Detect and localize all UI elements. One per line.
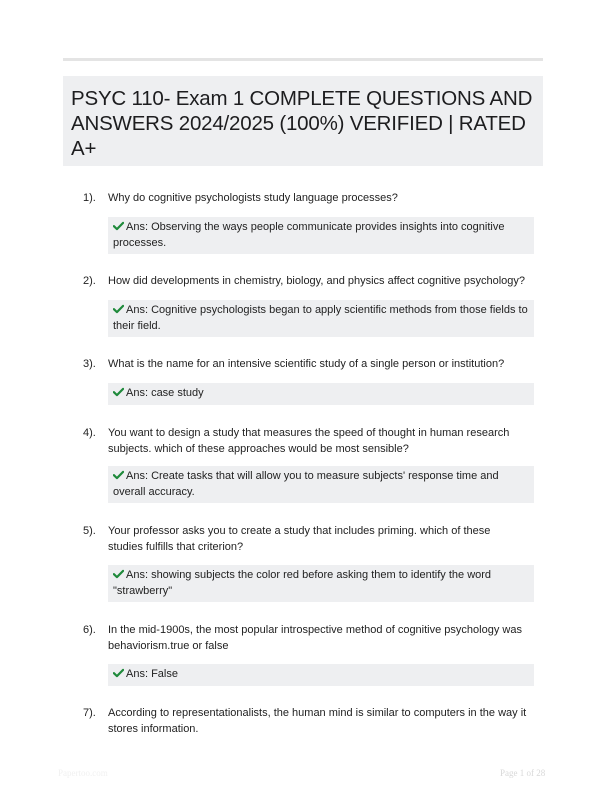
answer-box [108,565,534,602]
footer-watermark: Papertoo.com [58,768,108,778]
question-number: 4). [83,427,96,439]
question-number: 2). [83,275,96,287]
check-icon [113,569,124,579]
question-text: Why do cognitive psychologists study language processes? [108,192,398,204]
answer-box [108,664,534,686]
answer-box [108,383,534,405]
question-text: According to representationalists, the human mind is similar to computers in the way it stores information. [108,707,527,735]
question-number: 6). [83,624,96,636]
check-icon [113,304,124,314]
question-text: How did developments in chemistry, biology, and physics affect cognitive psychology? [108,275,525,287]
top-divider [63,58,543,61]
answer-text: Ans: Create tasks that will allow you to measure subjects' response time and overall accuracy. [113,470,499,498]
answer-text: Ans: showing subjects the color red before asking them to identify the word "strawberry" [113,569,492,597]
document-title: PSYC 110- Exam 1 COMPLETE QUESTIONS AND ANSWERS 2024/2025 (100%) VERIFIED | RATED A+ [71,87,533,160]
answer-box [108,466,534,503]
question-text: You want to design a study that measures the speed of thought in human research subjects. which of these approaches would be most sensible? [108,427,510,455]
check-icon [113,387,124,397]
page-number: Page 1 of 28 [500,768,546,778]
answer-text: Ans: Cognitive psychologists began to apply scientific methods from those fields to their field. [113,304,528,332]
question-number: 1). [83,192,96,204]
question-text: Your professor asks you to create a study that includes priming. which of these studies fulfills that criterion? [108,525,491,553]
question-number: 3). [83,358,96,370]
question-text: What is the name for an intensive scientific study of a single person or institution? [108,358,505,370]
answer-box [108,300,534,337]
title-box [63,76,543,166]
answer-text: Ans: False [126,668,178,680]
check-icon [113,221,124,231]
check-icon [113,470,124,480]
answer-text: Ans: case study [126,387,204,399]
question-text: In the mid-1900s, the most popular introspective method of cognitive psychology was behaviorism.true or false [108,624,522,652]
answer-text: Ans: Observing the ways people communicate provides insights into cognitive processes. [113,221,505,249]
answer-box [108,217,534,254]
check-icon [113,668,124,678]
question-number: 7). [83,707,96,719]
question-number: 5). [83,525,96,537]
